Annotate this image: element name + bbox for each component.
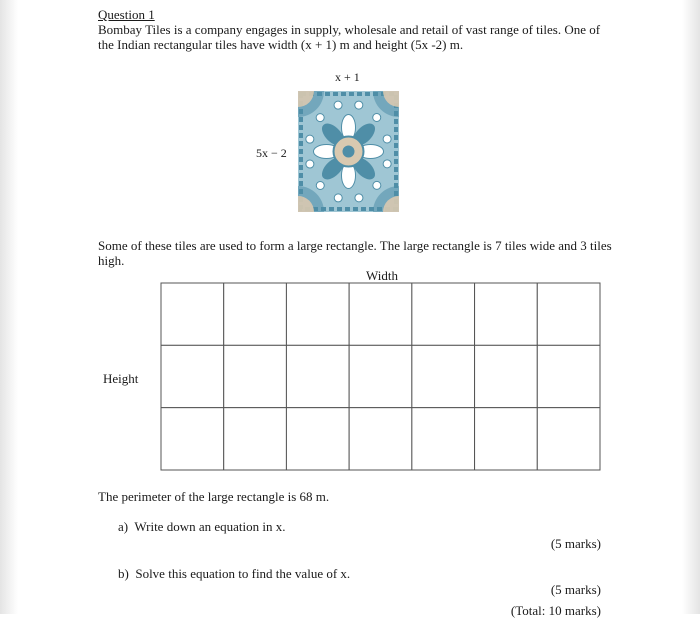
tile-dot [373, 113, 381, 121]
tile-pattern [298, 91, 399, 212]
grid-cell [475, 408, 538, 470]
total-marks: (Total: 10 marks) [510, 603, 601, 618]
grid-cell [475, 283, 538, 345]
tile-dot [306, 135, 314, 143]
page-edge-right [682, 0, 700, 614]
grid-cell [537, 345, 600, 407]
tile-height-label: 5x − 2 [256, 146, 287, 160]
grid-cell [537, 408, 600, 470]
tile-dot [383, 135, 391, 143]
grid-cell [286, 408, 349, 470]
part-a-text: Write down an equation in x. [134, 519, 286, 534]
grid-cell [224, 345, 287, 407]
grid-cell [224, 283, 287, 345]
grid-cell [161, 345, 224, 407]
part-a [118, 519, 285, 535]
grid-cell [349, 345, 412, 407]
part-b-marks: (5 marks) [550, 582, 601, 597]
tile-dot [316, 114, 324, 122]
grid-cell [412, 283, 475, 345]
tile-width-label: x + 1 [335, 70, 360, 84]
grid-cell [161, 408, 224, 470]
grid-width-label: Width [366, 268, 398, 283]
grid-height-label: Height [103, 371, 139, 386]
question-intro: Bombay Tiles is a company engages in supply, wholesale and retail of vast range of tiles. One of the Indian rectangular tiles have width (x + 1) m and height (5x -2) m. [98, 22, 601, 52]
grid-cell [349, 283, 412, 345]
grid-cell [286, 345, 349, 407]
question-title: Question 1 [98, 7, 155, 22]
perimeter-statement: The perimeter of the large rectangle is 68 m. [98, 489, 330, 504]
part-a-marks: (5 marks) [550, 536, 601, 551]
part-a-label: a) [118, 519, 129, 534]
tile-image [298, 91, 399, 212]
grid-cell [537, 283, 600, 345]
tile-dot [334, 194, 342, 202]
tile-grid-svg [160, 282, 601, 471]
grid-cell [475, 345, 538, 407]
grid-cell [224, 408, 287, 470]
tile-dot [355, 101, 363, 109]
part-b-text: Solve this equation to find the value of x. [135, 566, 351, 581]
grid-cell [161, 283, 224, 345]
tile-dot [334, 101, 342, 109]
part-b [118, 566, 350, 582]
tile-grid [160, 282, 601, 471]
grid-cell [412, 408, 475, 470]
rectangle-description: Some of these tiles are used to form a large rectangle. The large rectangle is 7 tiles wide and 3 tiles high. [98, 238, 612, 268]
tile-dot [383, 160, 391, 168]
part-b-label: b) [118, 566, 129, 581]
grid-cell [286, 283, 349, 345]
grid-cell [412, 345, 475, 407]
tile-dot [316, 182, 324, 190]
grid-cell [349, 408, 412, 470]
tile-dot [306, 160, 314, 168]
tile-dot [355, 194, 363, 202]
page-edge-left [0, 0, 18, 614]
tile-center-dot [343, 146, 355, 158]
tile-dot [373, 181, 381, 189]
